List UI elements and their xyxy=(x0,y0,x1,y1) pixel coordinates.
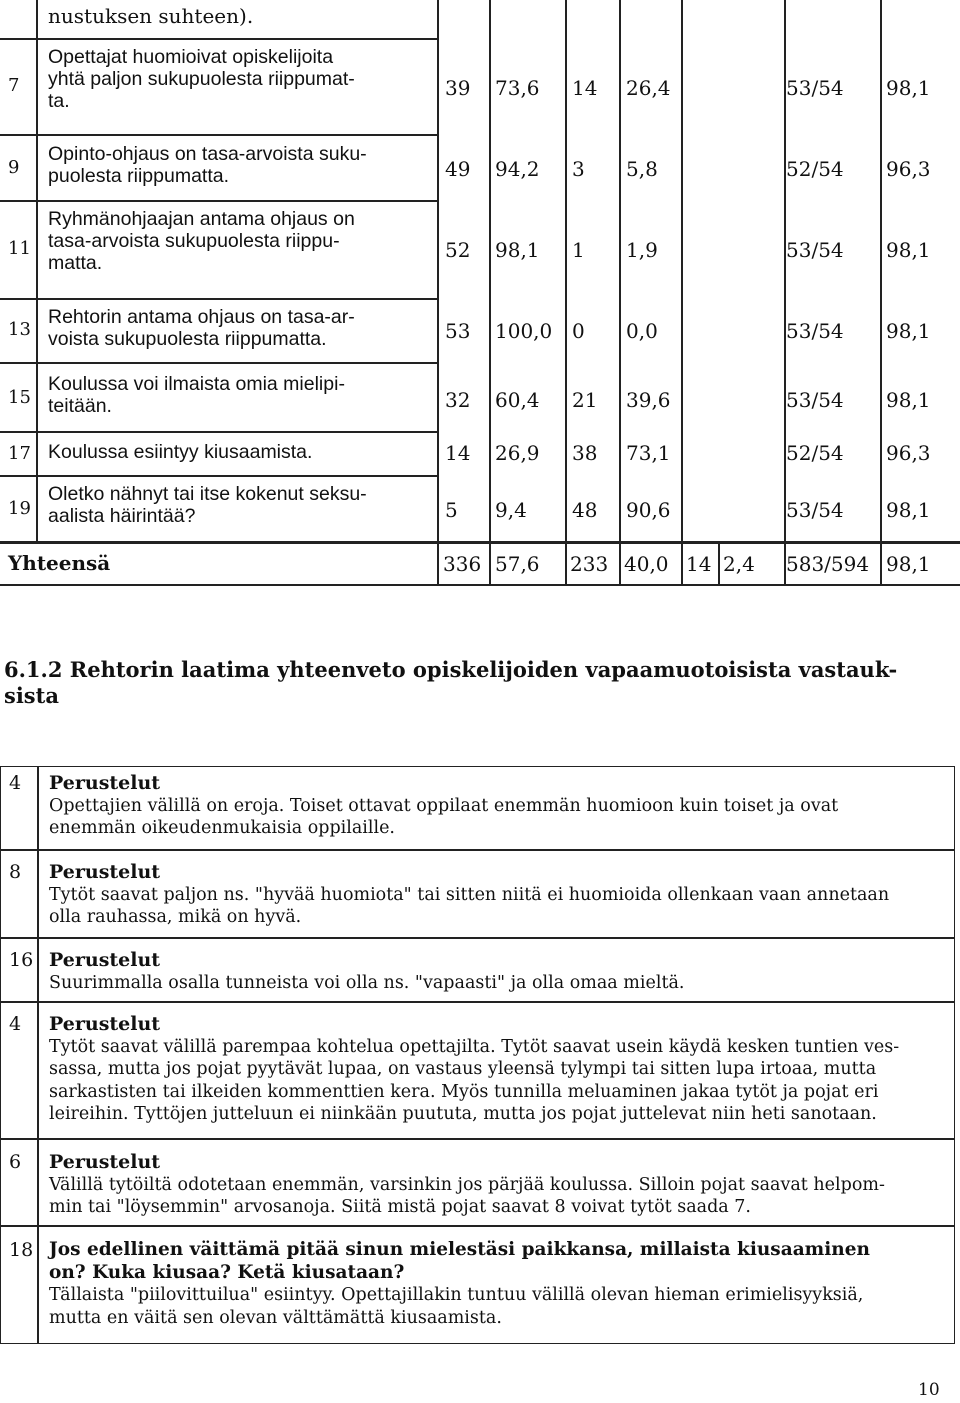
row-number: 7 xyxy=(8,75,20,96)
statement-line: Opettajat huomioivat opiskelijoita xyxy=(48,46,334,68)
count-no: 21 xyxy=(572,388,598,412)
entry-line: sarkastisten tai ilkeiden kommenttien kera. Myös tunnilla meluaminen jakaa tytöt ja pojat eri xyxy=(49,1081,879,1102)
count-yes: 5 xyxy=(445,498,458,522)
statement-line: Opinto-ohjaus on tasa-arvoista suku- xyxy=(48,143,367,165)
section-heading-line: 6.1.2 Rehtorin laatima yhteenveto opiskelijoiden vapaamuotoisista vastauk- xyxy=(4,657,898,682)
answered-pct: 96,3 xyxy=(886,157,931,181)
answered: 53/54 xyxy=(786,388,844,412)
entry-line: Opettajien välillä on eroja. Toiset ottavat oppilaat enemmän huomioon kuin toiset ja ovat xyxy=(49,795,839,816)
entry-line: Suurimmalla osalla tunneista voi olla ns. "vapaasti" ja olla omaa mieltä. xyxy=(49,972,685,993)
prev-row-tail: nustuksen suhteen). xyxy=(48,4,254,28)
answered: 53/54 xyxy=(786,76,844,100)
pct-yes: 9,4 xyxy=(495,498,527,522)
total-answered-pct: 98,1 xyxy=(886,552,931,576)
entry-line: olla rauhassa, mikä on hyvä. xyxy=(49,907,302,927)
total-pct-no: 40,0 xyxy=(624,552,669,576)
total-count-empty: 14 xyxy=(686,552,712,576)
row-number: 9 xyxy=(8,157,20,178)
answered-pct: 98,1 xyxy=(886,76,931,100)
count-no: 48 xyxy=(572,498,598,522)
statement-text xyxy=(48,373,345,417)
statement-line: tasa-arvoista sukupuolesta riippu- xyxy=(48,230,340,252)
entry-number: 8 xyxy=(9,861,22,883)
pct-no: 26,4 xyxy=(626,76,671,100)
row-number: 19 xyxy=(8,498,31,519)
entry-line: Välillä tytöiltä odotetaan enemmän, varsinkin jos pärjää koulussa. Silloin pojat saavat helpom- xyxy=(49,1174,885,1195)
statement-line: puolesta riippumatta. xyxy=(48,165,230,187)
pct-no: 5,8 xyxy=(626,157,658,181)
pct-yes: 98,1 xyxy=(495,238,540,262)
statement-line: matta. xyxy=(48,252,103,274)
statement-line: Koulussa voi ilmaista omia mielipi- xyxy=(48,373,345,395)
statement-text xyxy=(48,208,355,274)
total-count-no: 233 xyxy=(570,552,609,576)
count-no: 1 xyxy=(572,238,585,262)
entry-body xyxy=(49,1151,885,1219)
statement-line: Koulussa esiintyy kiusaamista. xyxy=(48,441,313,463)
entry-body xyxy=(49,1239,870,1329)
answered-pct: 98,1 xyxy=(886,238,931,262)
entry-line: leireihin. Tyttöjen jutteluun ei niinkään puututa, mutta jos pojat juttelevat niin heti sanotaan. xyxy=(49,1104,877,1124)
statement-line: teitään. xyxy=(48,395,112,417)
statement-line: yhtä paljon sukupuolesta riippumat- xyxy=(48,68,355,90)
answered: 52/54 xyxy=(786,157,844,181)
answered-pct: 96,3 xyxy=(886,441,931,465)
entry-number: 18 xyxy=(9,1239,34,1261)
statement-line: Oletko nähnyt tai itse kokenut seksu- xyxy=(48,483,367,505)
entry-title: Perustelut xyxy=(49,1151,161,1173)
entry-line: mutta en väitä sen olevan välttämättä kiusaamista. xyxy=(49,1307,502,1328)
answers-box xyxy=(0,766,955,1344)
count-yes: 39 xyxy=(445,76,471,100)
entry-line: Tytöt saavat paljon ns. "hyvää huomiota" tai sitten niitä ei huomioida ollenkaan vaan annetaan xyxy=(49,884,890,905)
pct-no: 39,6 xyxy=(626,388,671,412)
entry-title: Perustelut xyxy=(49,861,161,883)
pct-yes: 60,4 xyxy=(495,388,540,412)
count-no: 3 xyxy=(572,157,585,181)
pct-no: 1,9 xyxy=(626,238,658,262)
statement-text xyxy=(48,143,367,187)
answered: 52/54 xyxy=(786,441,844,465)
total-pct-empty: 2,4 xyxy=(723,552,755,576)
total-count-yes: 336 xyxy=(443,552,482,576)
statement-line: ta. xyxy=(48,90,70,112)
entry-body xyxy=(49,861,889,929)
entry-title: on? Kuka kiusaa? Ketä kiusataan? xyxy=(49,1261,405,1283)
entry-body xyxy=(49,772,838,840)
statement-text xyxy=(48,306,355,350)
row-number: 13 xyxy=(8,319,31,340)
entry-body xyxy=(49,949,684,994)
entry-title: Perustelut xyxy=(49,949,161,971)
entry-number: 4 xyxy=(9,772,22,794)
answered: 53/54 xyxy=(786,238,844,262)
count-yes: 49 xyxy=(445,157,471,181)
row-number: 17 xyxy=(8,443,31,464)
entry-number: 16 xyxy=(9,949,34,971)
entry-line: enemmän oikeudenmukaisia oppilaille. xyxy=(49,818,395,838)
answered-pct: 98,1 xyxy=(886,388,931,412)
statement-line: Rehtorin antama ohjaus on tasa-ar- xyxy=(48,306,355,328)
pct-yes: 100,0 xyxy=(495,319,553,343)
count-yes: 52 xyxy=(445,238,471,262)
section-heading xyxy=(4,657,897,709)
answered: 53/54 xyxy=(786,498,844,522)
entry-line: sassa, mutta jos pojat pyytävät lupaa, on vastaus yleensä tylympi tai sitten lupa irtoaa, mutta xyxy=(49,1059,877,1079)
entry-title: Jos edellinen väittämä pitää sinun mielestäsi paikkansa, millaista kiusaaminen xyxy=(49,1239,870,1260)
entry-number: 4 xyxy=(9,1013,22,1035)
count-no: 38 xyxy=(572,441,598,465)
statement-text xyxy=(48,483,367,527)
row-number: 15 xyxy=(8,387,31,408)
answered-pct: 98,1 xyxy=(886,498,931,522)
count-yes: 32 xyxy=(445,388,471,412)
count-no: 0 xyxy=(572,319,585,343)
total-answered: 583/594 xyxy=(786,552,870,576)
entry-line: Tällaista "piilovittuilua" esiintyy. Opettajillakin tuntuu välillä olevan hieman erimielisyyksiä, xyxy=(49,1285,864,1305)
pct-no: 90,6 xyxy=(626,498,671,522)
statement-line: voista sukupuolesta riippumatta. xyxy=(48,328,327,350)
pct-no: 0,0 xyxy=(626,319,658,343)
count-no: 14 xyxy=(572,76,598,100)
entry-title: Perustelut xyxy=(49,772,161,794)
pct-yes: 26,9 xyxy=(495,441,540,465)
entry-line: Tytöt saavat välillä parempaa kohtelua opettajilta. Tytöt saavat usein käydä kesken tuntien ves- xyxy=(49,1036,900,1057)
statement-line: Ryhmänohjaajan antama ohjaus on xyxy=(48,208,355,230)
statement-text xyxy=(48,441,312,463)
section-heading-line: sista xyxy=(4,683,59,708)
entry-title: Perustelut xyxy=(49,1013,161,1035)
entry-line: min tai "löysemmin" arvosanoja. Siitä mistä pojat saavat 8 voivat tytöt saada 7. xyxy=(49,1197,751,1217)
pct-yes: 73,6 xyxy=(495,76,540,100)
row-number: 11 xyxy=(8,238,31,259)
entry-body xyxy=(49,1013,899,1126)
total-label: Yhteensä xyxy=(8,551,111,575)
count-yes: 14 xyxy=(445,441,471,465)
answered-pct: 98,1 xyxy=(886,319,931,343)
answered: 53/54 xyxy=(786,319,844,343)
count-yes: 53 xyxy=(445,319,471,343)
page-number: 10 xyxy=(918,1380,940,1400)
statement-line: aalista häirintää? xyxy=(48,505,196,527)
statement-text xyxy=(48,46,355,112)
pct-yes: 94,2 xyxy=(495,157,540,181)
total-pct-yes: 57,6 xyxy=(495,552,540,576)
pct-no: 73,1 xyxy=(626,441,671,465)
entry-number: 6 xyxy=(9,1151,22,1173)
